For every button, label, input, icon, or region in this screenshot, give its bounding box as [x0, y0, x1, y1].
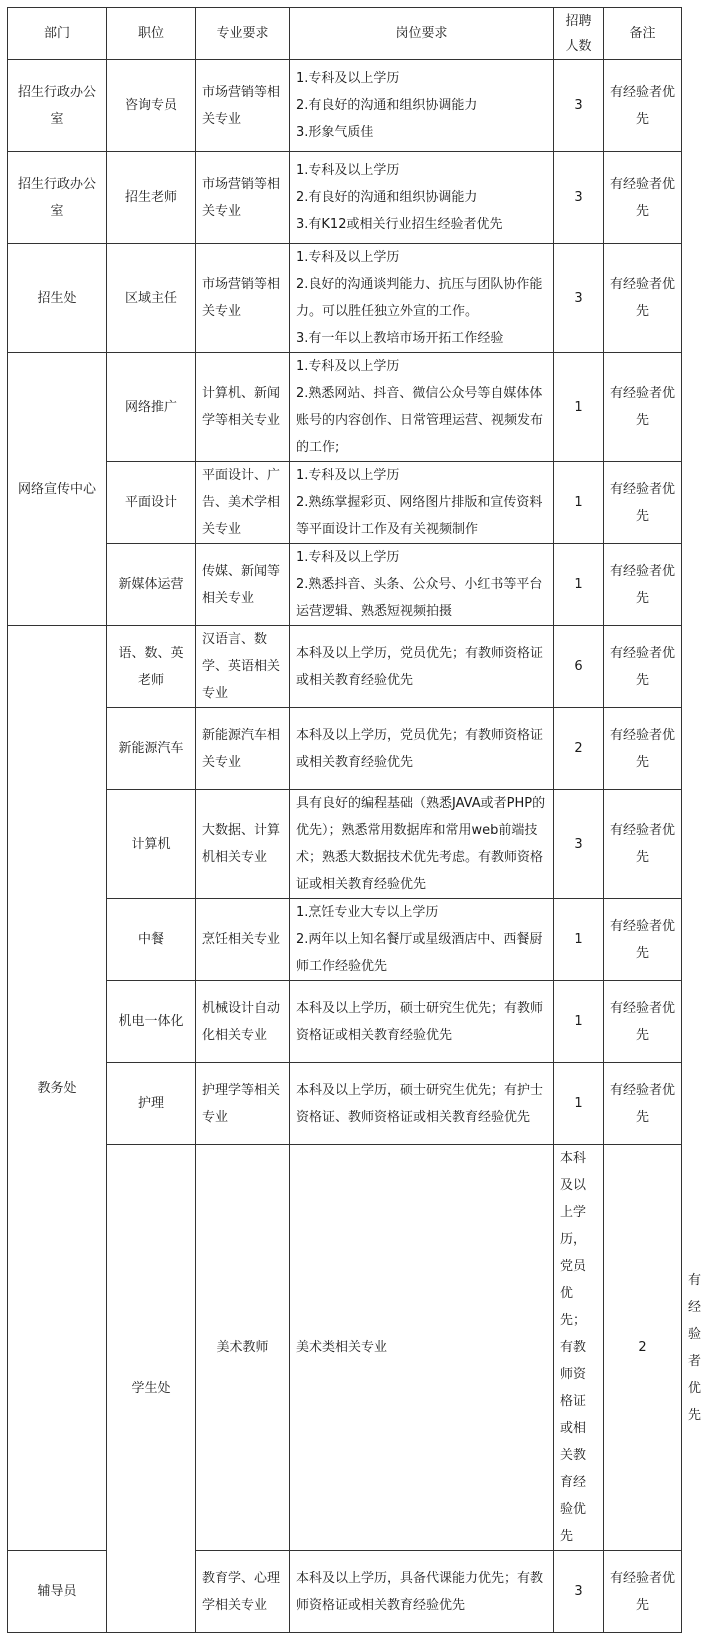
table-row — [8, 981, 682, 1063]
count-cell: 2 — [604, 1145, 682, 1551]
requirements-cell: 本科及以上学历，硕士研究生优先；有教师资格证或相关教育经验优先 — [290, 981, 554, 1063]
header-major: 专业要求 — [196, 8, 290, 60]
major-cell: 平面设计、广告、美术学相关专业 — [196, 462, 290, 544]
major-cell: 新能源汽车相关专业 — [196, 708, 290, 790]
major-cell: 大数据、计算机相关专业 — [196, 790, 290, 899]
requirements-cell — [290, 899, 554, 981]
table-row — [8, 152, 682, 244]
table-row — [8, 626, 682, 708]
department-cell: 招生行政办公室 — [8, 60, 107, 152]
requirement-line: 2.有良好的沟通和组织协调能力 — [296, 190, 478, 205]
department-cell: 教务处 — [8, 626, 107, 1551]
count-cell: 2 — [554, 708, 604, 790]
requirements-cell: 具有良好的编程基础（熟悉JAVA或者PHP的优先）；熟悉常用数据库和常用web前端技术；熟悉大数据技术优先考虑。有教师资格证或相关教育经验优先 — [290, 790, 554, 899]
department-cell: 招生处 — [8, 244, 107, 353]
note-cell: 有经验者优先 — [604, 353, 682, 462]
recruitment-table — [7, 7, 701, 1633]
major-cell: 美术类相关专业 — [290, 1145, 554, 1551]
requirement-line: 2.熟悉抖音、头条、公众号、小红书等平台运营逻辑、熟悉短视频拍摄 — [296, 577, 543, 619]
table-row — [8, 544, 682, 626]
requirements-cell — [290, 152, 554, 244]
requirement-line: 2.两年以上知名餐厅或星级酒店中、西餐厨师工作经验优先 — [296, 932, 543, 974]
position-cell: 计算机 — [107, 790, 196, 899]
requirements-cell: 本科及以上学历，党员优先；有教师资格证或相关教育经验优先 — [290, 626, 554, 708]
major-cell: 计算机、新闻学等相关专业 — [196, 353, 290, 462]
requirement-line: 3.形象气质佳 — [296, 125, 374, 140]
position-cell: 新媒体运营 — [107, 544, 196, 626]
count-cell: 1 — [554, 899, 604, 981]
table-row — [8, 244, 682, 353]
note-cell: 有经验者优先 — [604, 60, 682, 152]
count-cell: 1 — [554, 981, 604, 1063]
major-cell: 教育学、心理学相关专业 — [196, 1551, 290, 1633]
position-cell: 辅导员 — [8, 1551, 107, 1633]
header-note: 备注 — [604, 8, 682, 60]
position-cell: 新能源汽车 — [107, 708, 196, 790]
major-cell: 市场营销等相关专业 — [196, 244, 290, 353]
requirements-cell: 本科及以上学历，硕士研究生优先；有护士资格证、教师资格证或相关教育经验优先 — [290, 1063, 554, 1145]
position-cell: 区域主任 — [107, 244, 196, 353]
requirement-line: 3.有一年以上教培市场开拓工作经验 — [296, 331, 504, 346]
count-cell: 3 — [554, 244, 604, 353]
position-cell: 护理 — [107, 1063, 196, 1145]
table-row — [8, 708, 682, 790]
note-cell: 有经验者优先 — [604, 708, 682, 790]
major-cell: 汉语言、数学、英语相关专业 — [196, 626, 290, 708]
position-cell: 语、数、英老师 — [107, 626, 196, 708]
table-row — [8, 1063, 682, 1145]
requirements-cell: 本科及以上学历，党员优先；有教师资格证或相关教育经验优先 — [290, 708, 554, 790]
note-cell: 有经验者优先 — [604, 462, 682, 544]
position-cell: 招生老师 — [107, 152, 196, 244]
header-count: 招聘人数 — [554, 8, 604, 60]
note-cell: 有经验者优先 — [604, 244, 682, 353]
major-cell: 传媒、新闻等相关专业 — [196, 544, 290, 626]
note-cell: 有经验者优先 — [604, 981, 682, 1063]
department-cell: 招生行政办公室 — [8, 152, 107, 244]
count-cell: 3 — [554, 1551, 604, 1633]
requirement-line: 1.专科及以上学历 — [296, 163, 400, 178]
note-cell: 有经验者优先 — [604, 626, 682, 708]
note-cell: 有经验者优先 — [604, 1551, 682, 1633]
count-cell: 1 — [554, 1063, 604, 1145]
count-cell: 6 — [554, 626, 604, 708]
note-cell: 有经验者优先 — [604, 790, 682, 899]
table-row — [8, 899, 682, 981]
requirement-line: 1.专科及以上学历 — [296, 250, 400, 265]
table-row — [8, 462, 682, 544]
header-row — [8, 8, 682, 60]
table-row — [8, 353, 682, 462]
note-cell: 有经验者优先 — [604, 899, 682, 981]
requirement-line: 1.专科及以上学历 — [296, 71, 400, 86]
requirements-cell — [290, 60, 554, 152]
department-cell: 网络宣传中心 — [8, 353, 107, 626]
major-cell: 机械设计自动化相关专业 — [196, 981, 290, 1063]
count-cell: 3 — [554, 60, 604, 152]
requirements-cell — [290, 353, 554, 462]
count-cell: 3 — [554, 790, 604, 899]
table-row — [8, 60, 682, 152]
requirements-cell: 本科及以上学历，党员优先；有教师资格证或相关教育经验优先 — [554, 1145, 604, 1551]
position-cell: 中餐 — [107, 899, 196, 981]
note-cell: 有经验者优先 — [604, 544, 682, 626]
count-cell: 1 — [554, 353, 604, 462]
position-cell: 机电一体化 — [107, 981, 196, 1063]
requirements-cell — [290, 244, 554, 353]
table-row — [8, 790, 682, 899]
count-cell: 3 — [554, 152, 604, 244]
requirement-line: 1.专科及以上学历 — [296, 359, 400, 374]
major-cell: 市场营销等相关专业 — [196, 152, 290, 244]
requirements-cell — [290, 544, 554, 626]
requirements-cell: 本科及以上学历，具备代课能力优先；有教师资格证或相关教育经验优先 — [290, 1551, 554, 1633]
note-cell: 有经验者优先 — [604, 152, 682, 244]
requirement-line: 2.良好的沟通谈判能力、抗压与团队协作能力。可以胜任独立外宣的工作。 — [296, 277, 543, 319]
header-department: 部门 — [8, 8, 107, 60]
requirement-line: 1.专科及以上学历 — [296, 550, 400, 565]
requirement-line: 2.熟悉网站、抖音、微信公众号等自媒体体账号的内容创作、日常管理运营、视频发布的工作; — [296, 386, 544, 455]
department-cell: 学生处 — [107, 1145, 196, 1633]
note-cell: 有经验者优先 — [604, 1063, 682, 1145]
major-cell: 烹饪相关专业 — [196, 899, 290, 981]
requirement-line: 1.专科及以上学历 — [296, 468, 400, 483]
position-cell: 平面设计 — [107, 462, 196, 544]
position-cell: 咨询专员 — [107, 60, 196, 152]
table-row: 学生处 美术教师 美术类相关专业 本科及以上学历，党员优先；有教师资格证或相关教育经验优先 2 有经验者优先 — [8, 1145, 682, 1551]
requirements-cell — [290, 462, 554, 544]
requirement-line: 2.有良好的沟通和组织协调能力 — [296, 98, 478, 113]
position-cell: 美术教师 — [196, 1145, 290, 1551]
major-cell: 市场营销等相关专业 — [196, 60, 290, 152]
count-cell: 1 — [554, 544, 604, 626]
position-cell: 网络推广 — [107, 353, 196, 462]
major-cell: 护理学等相关专业 — [196, 1063, 290, 1145]
requirement-line: 1.烹饪专业大专以上学历 — [296, 905, 439, 920]
count-cell: 1 — [554, 462, 604, 544]
requirement-line: 3.有K12或相关行业招生经验者优先 — [296, 217, 503, 232]
header-requirements: 岗位要求 — [290, 8, 554, 60]
requirement-line: 2.熟练掌握彩页、网络图片排版和宣传资料等平面设计工作及有关视频制作 — [296, 495, 543, 537]
header-position: 职位 — [107, 8, 196, 60]
